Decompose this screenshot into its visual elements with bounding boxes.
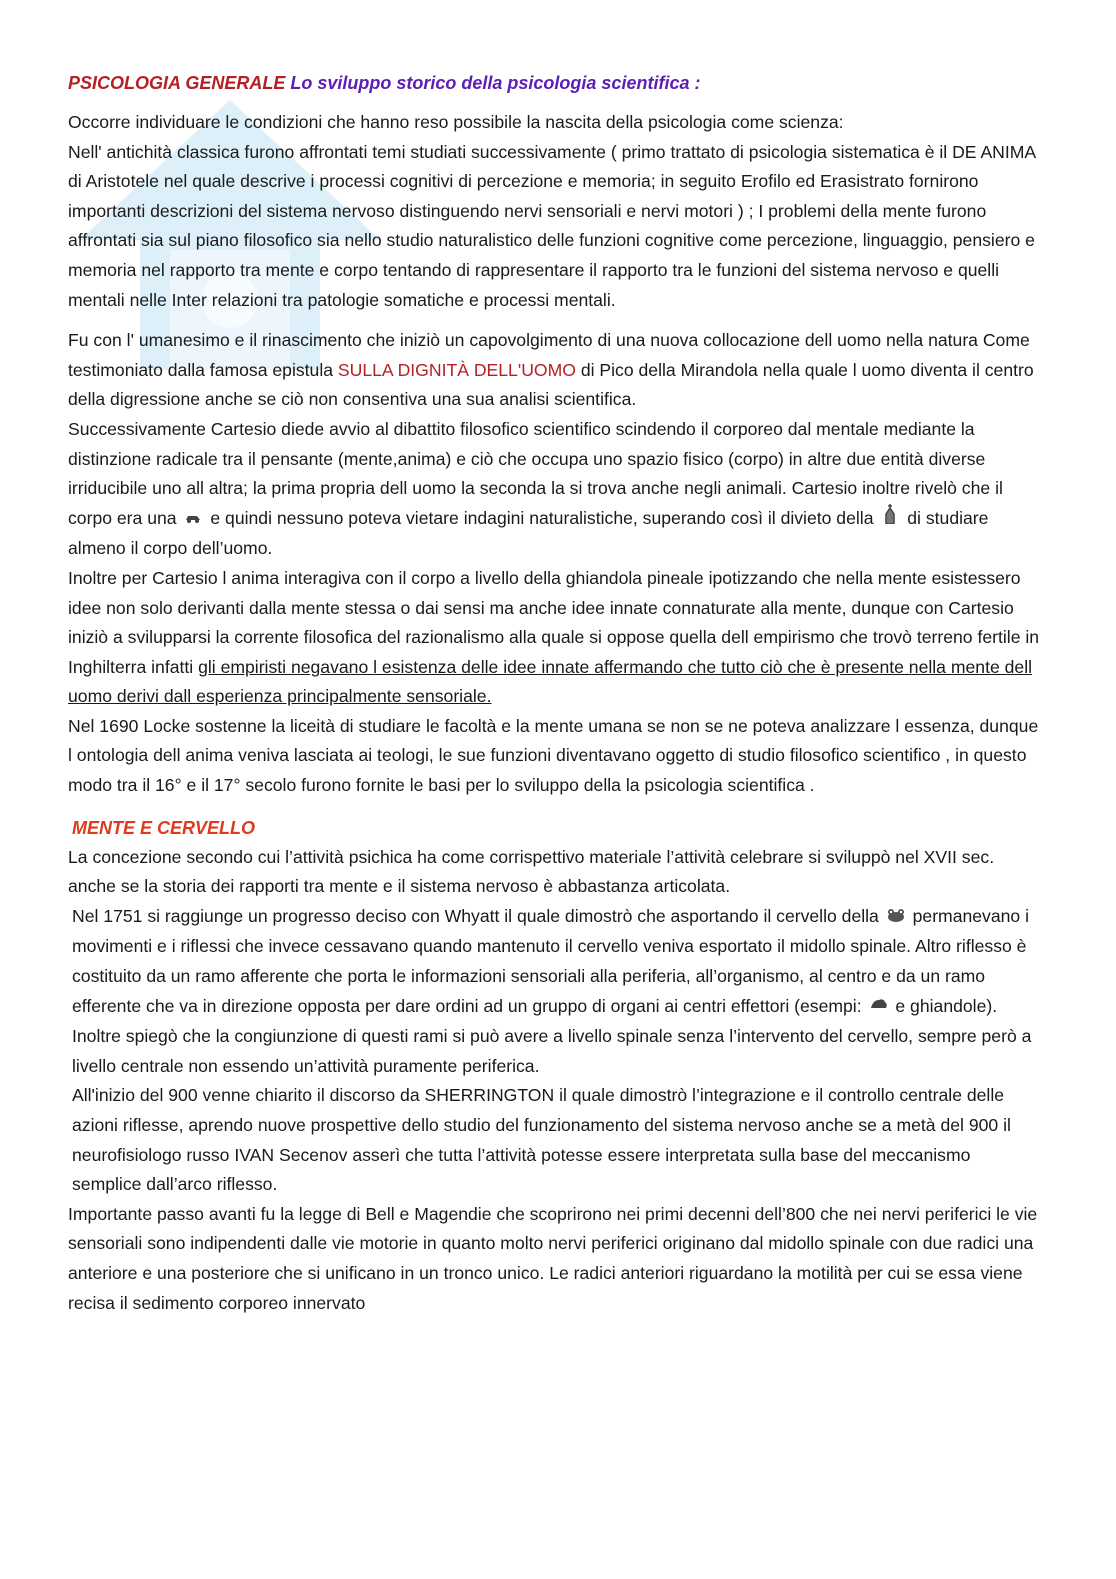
muscle-icon — [867, 993, 891, 1023]
text-segment: di studiare almeno il corpo dell’uomo. — [68, 507, 989, 559]
paragraph-locke: Nel 1690 Locke sostenne la liceità di studiare le facoltà e la mente umana se non se ne poteva analizzare l essenza, dunque l ontologia dell anima veniva lasciata ai teologi, le sue funzioni diventavano oggetto di studio filosofico scientifico , in questo modo tra il 16° e il 17° secolo furono fornite le basi per lo sviluppo della la psicologia scientifica . — [68, 715, 1039, 796]
section-heading: MENTE E CERVELLO — [72, 817, 256, 838]
frog-icon — [884, 903, 908, 933]
paragraph-antiquity: Nell' antichità classica furono affrontati temi studiati successivamente ( primo trattato di psicologia sistematica è il DE ANIMA di Aristotele nel quale descrive i processi cognitivi di percezione e memoria; in seguito Erofilo ed Erasistrato fornirono importanti descrizioni del sistema nervoso distinguendo nervi sensoriali e nervi motori ) ; I problemi della mente furono affrontati sia sul piano filosofico sia nello studio naturalistico delle funzioni cognitive come percezione, linguaggio, pensiero e memoria nel rapporto tra mente e corpo tentando di rappresentare il rapporto tra le funzioni del sistema nervoso e quelli mentali nelle Inter relazioni tra patologie somatiche e processi mentali. — [68, 141, 1036, 310]
text-segment: di Pico della Mirandola nella quale l uomo diventa il centro della digressione anche se ciò non consentiva una sua analisi scientifica. — [68, 359, 1034, 410]
paragraph-mind-brain: La concezione secondo cui l’attività psichica ha come corrispettivo materiale l’attività celebrare si sviluppò nel XVII sec. anche se la storia dei rapporti tra mente e il sistema nervoso è abbastanza articolata. — [68, 846, 995, 897]
paragraph-intro: Occorre individuare le condizioni che hanno reso possibile la nascita della psicologia come scienza: — [68, 112, 844, 132]
document-page — [68, 68, 1044, 1318]
underlined-empiricism: gli empiristi negavano l esistenza delle idee innate affermando che tutto ciò che è presente nella mente dell uomo derivi dall esperienza principalmente sensoriale. — [68, 656, 1033, 707]
paragraph-pineal — [68, 564, 1044, 712]
text-segment: e ghiandole). Inoltre spiegò che la congiunzione di questi rami si può avere a livello spinale senza l’intervento del cervello, sempre però a livello centrale non essendo un’attività puramente periferica. — [72, 995, 1032, 1076]
paragraph-bell-magendie: Importante passo avanti fu la legge di Bell e Magendie che scoprirono nei primi decenni dell’800 che nei nervi periferici le vie sensoriali sono indipendenti dalle vie motorie in quanto molto nervi periferici originano dal midollo spinale con due radici una anteriore e una posteriore che si unificano in un tronco unico. Le radici anteriori riguardano la motilità per cui se essa viene recisa il sedimento corporeo innervato — [68, 1203, 1038, 1313]
paragraph-renaissance — [68, 326, 1044, 415]
text-segment: Inoltre per Cartesio l anima interagiva con il corpo a livello della ghiandola pineale ipotizzando che nella mente esistessero idee non solo derivanti dalla mente stessa o dai sensi ma anche idee innate connaturate alla mente, dunque con Cartesio iniziò a svilupparsi la corrente filosofica del razionalismo alla quale si oppose quella dell empirismo che trovò terreno fertile in Inghilterra infatti — [68, 567, 1040, 677]
page-title — [68, 68, 1044, 98]
church-icon — [878, 504, 902, 535]
text-segment: Successivamente Cartesio diede avvio al dibattito filosofico scientifico scindendo il corporeo dal mentale mediante la distinzione radicale tra il pensante (mente,anima) e ciò che occupa uno spazio fisico (corpo) in altre due entità diverse irriducibile uno all altra; la prima propria dell uomo la seconda la si trova anche negli animali. Cartesio inoltre rivelò che il corpo era una — [68, 418, 1003, 528]
car-icon — [181, 505, 205, 535]
text-segment: e quindi nessuno poteva vietare indagini naturalistiche, superando così il divieto della — [205, 507, 879, 528]
text-segment: permanevano i movimenti e i riflessi che invece cessavano quando mantenuto il cervello veniva esportato il midollo spinale. Altro riflesso è costituito da un ramo afferente che porta le informazioni sensoriali alla periferia, all’organismo, al centro e da un ramo efferente che va in direzione opposta per dare ordini ad un gruppo di organi ai centri effettori (esempi: — [72, 905, 1030, 1016]
title-main: PSICOLOGIA GENERALE — [68, 73, 286, 93]
title-subtitle: Lo sviluppo storico della psicologia scientifica : — [290, 73, 701, 93]
text-segment: Nel 1751 si raggiunge un progresso deciso con Whyatt il quale dimostrò che asportando il cervello della — [72, 905, 884, 926]
paragraph-whyatt — [68, 902, 1044, 1082]
highlight-title-epistula: SULLA DIGNITÀ DELL'UOMO — [337, 359, 576, 380]
text-segment: Fu con l' umanesimo e il rinascimento che iniziò un capovolgimento di una nuova collocazione dell uomo nella natura Come testimoniato dalla famosa epistula — [68, 330, 1030, 380]
paragraph-sherrington: All'inizio del 900 venne chiarito il discorso da SHERRINGTON il quale dimostrò l’integrazione e il controllo centrale delle azioni riflesse, aprendo nuove prospettive dello studio del funzionamento del sistema nervoso anche se a metà del 900 il neurofisiologo russo IVAN Secenov asserì che tutta l’attività potesse essere interpretata sulla base del meccanismo semplice dall’arco riflesso. — [72, 1085, 1011, 1195]
paragraph-cartesio — [68, 415, 1044, 564]
